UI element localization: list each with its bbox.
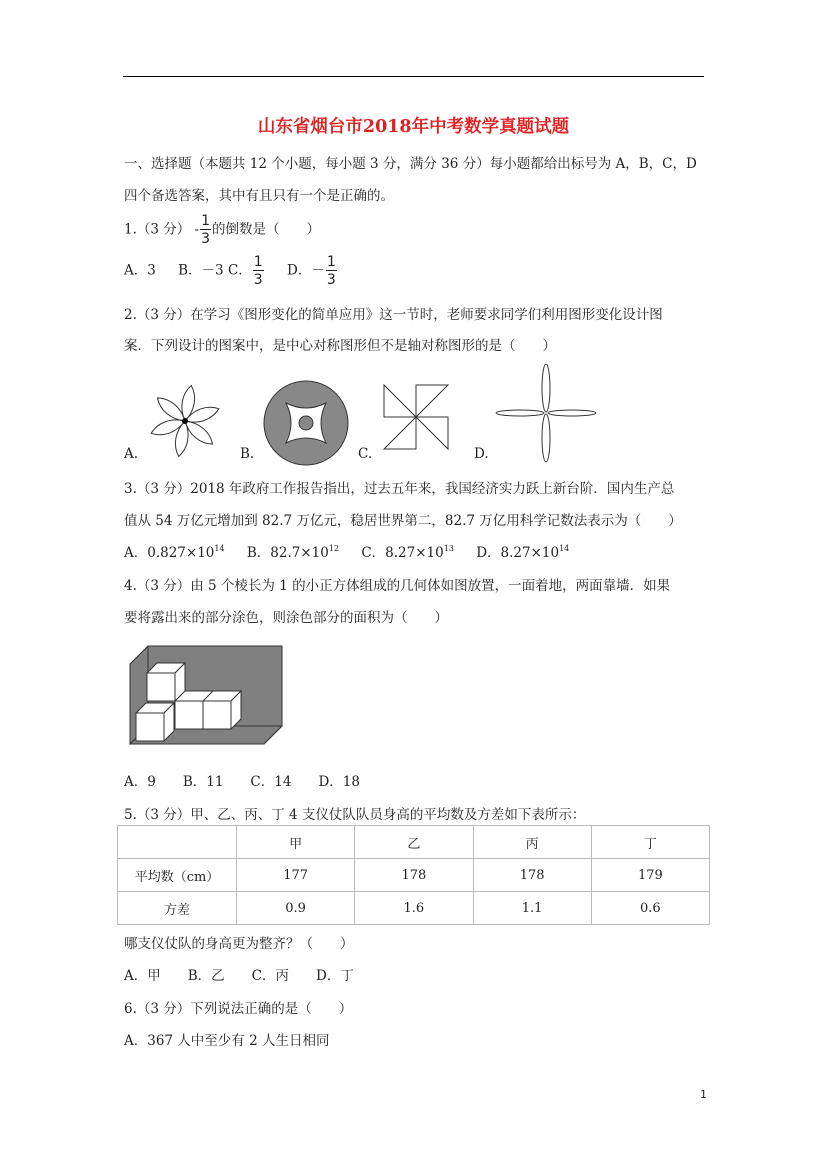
section-instructions-line1: 一、选择题（本题共 12 个小题，每小题 3 分，满分 36 分）每小题都给出标号为 A，B，C，D — [124, 156, 697, 172]
header-rule — [123, 76, 704, 77]
q2-label-b: B. — [240, 446, 255, 462]
question-6-option-a: A．367 人中至少有 2 人生日相同 — [124, 1033, 330, 1049]
q3-option-b: B．82.7×10 — [246, 545, 329, 561]
q2-figure-d-ellipses — [494, 363, 598, 463]
q2-figure-b-disc — [262, 379, 350, 467]
table-cell: 1.6 — [355, 892, 473, 925]
table-cell: 0.9 — [237, 892, 355, 925]
q1-d-num: 1 — [326, 254, 336, 270]
page-title: 山东省烟台市2018年中考数学真题试题 — [257, 117, 570, 137]
table-cell: 0.6 — [591, 892, 709, 925]
q1-d-den: 3 — [326, 272, 336, 288]
question-2-line1: 2.（3 分）在学习《图形变化的简单应用》这一节时，老师要求同学们利用图形变化设计图 — [124, 307, 663, 323]
table-cell — [118, 826, 237, 859]
question-1 — [124, 214, 320, 246]
q3-option-d-exp: 14 — [559, 544, 570, 553]
q1-prefix: 1.（3 分） - — [124, 221, 200, 238]
q1-fraction — [200, 214, 211, 246]
table-cell: 178 — [473, 859, 591, 892]
question-4-line1: 4.（3 分）由 5 个棱长为 1 的小正方体组成的几何体如图放置，一面着地，两面靠墙．如果 — [124, 578, 671, 594]
q2-figure-a-flower — [146, 382, 224, 460]
question-3-options — [124, 541, 569, 561]
q1-frac-den: 3 — [201, 231, 211, 247]
table-cell: 1.1 — [473, 892, 591, 925]
question-4-options: A．9 B．11 C．14 D．18 — [124, 774, 360, 790]
table-cell: 平均数（cm） — [118, 859, 237, 892]
question-5-line1: 5.（3 分）甲、乙、丙、丁 4 支仪仗队队员身高的平均数及方差如下表所示： — [124, 807, 586, 823]
q1-option-d: D．－ — [287, 262, 325, 279]
q3-option-d: D．8.27×10 — [476, 545, 560, 561]
q2-label-a: A. — [124, 446, 139, 462]
table-row — [118, 859, 710, 892]
q1-option-b: B．－3 — [178, 262, 224, 279]
q2-label-c: C. — [358, 446, 373, 462]
question-5-prompt: 哪支仪仗队的身高更为整齐？（ ） — [124, 936, 354, 952]
question-2-line2: 案．下列设计的图案中，是中心对称图形但不是轴对称图形的是（ ） — [124, 338, 556, 354]
section-instructions-line2: 四个备选答案，其中有且只有一个是正确的。 — [124, 188, 394, 204]
q3-option-a: A．0.827×10 — [124, 545, 215, 561]
q4-figure-cubes — [128, 644, 284, 748]
q1-option-d-fraction — [326, 255, 337, 287]
table-cell: 丙 — [473, 826, 591, 859]
table-cell: 177 — [237, 859, 355, 892]
question-6-line1: 6.（3 分）下列说法正确的是（ ） — [124, 1001, 353, 1017]
table-cell: 179 — [591, 859, 709, 892]
q1-frac-num: 1 — [201, 213, 211, 229]
table-cell: 丁 — [591, 826, 709, 859]
q1-c-den: 3 — [253, 272, 263, 288]
table-cell: 甲 — [237, 826, 355, 859]
question-3-line1: 3.（3 分）2018 年政府工作报告指出，过去五年来，我国经济实力跃上新台阶．国内生产总 — [124, 481, 675, 497]
q1-option-a: A．3 — [124, 262, 156, 279]
q1-option-c-fraction — [253, 255, 264, 287]
q3-option-a-exp: 14 — [214, 544, 225, 553]
q3-option-c-exp: 13 — [443, 544, 454, 553]
question-4-line2: 要将露出来的部分涂色，则涂色部分的面积为（ ） — [124, 610, 448, 626]
page-number: 1 — [700, 1088, 707, 1101]
table-cell: 乙 — [355, 826, 473, 859]
q1-suffix: 的倒数是（ ） — [212, 221, 321, 238]
q1-c-num: 1 — [253, 254, 263, 270]
question-5-options: A．甲 B．乙 C．丙 D．丁 — [124, 968, 354, 984]
q3-option-c: C．8.27×10 — [361, 545, 444, 561]
q5-table — [117, 825, 710, 925]
q1-option-c: C． — [227, 262, 252, 279]
question-1-options — [124, 255, 338, 287]
table-cell: 178 — [355, 859, 473, 892]
q2-figure-c-pinwheel — [380, 381, 452, 453]
table-cell: 方差 — [118, 892, 237, 925]
question-3-line2: 值从 54 万亿元增加到 82.7 万亿元，稳居世界第二，82.7 万亿用科学记数法表示为（ ） — [124, 513, 682, 529]
q3-option-b-exp: 12 — [328, 544, 340, 553]
table-header-row — [118, 826, 710, 859]
q2-label-d: D. — [474, 446, 489, 462]
table-row — [118, 892, 710, 925]
